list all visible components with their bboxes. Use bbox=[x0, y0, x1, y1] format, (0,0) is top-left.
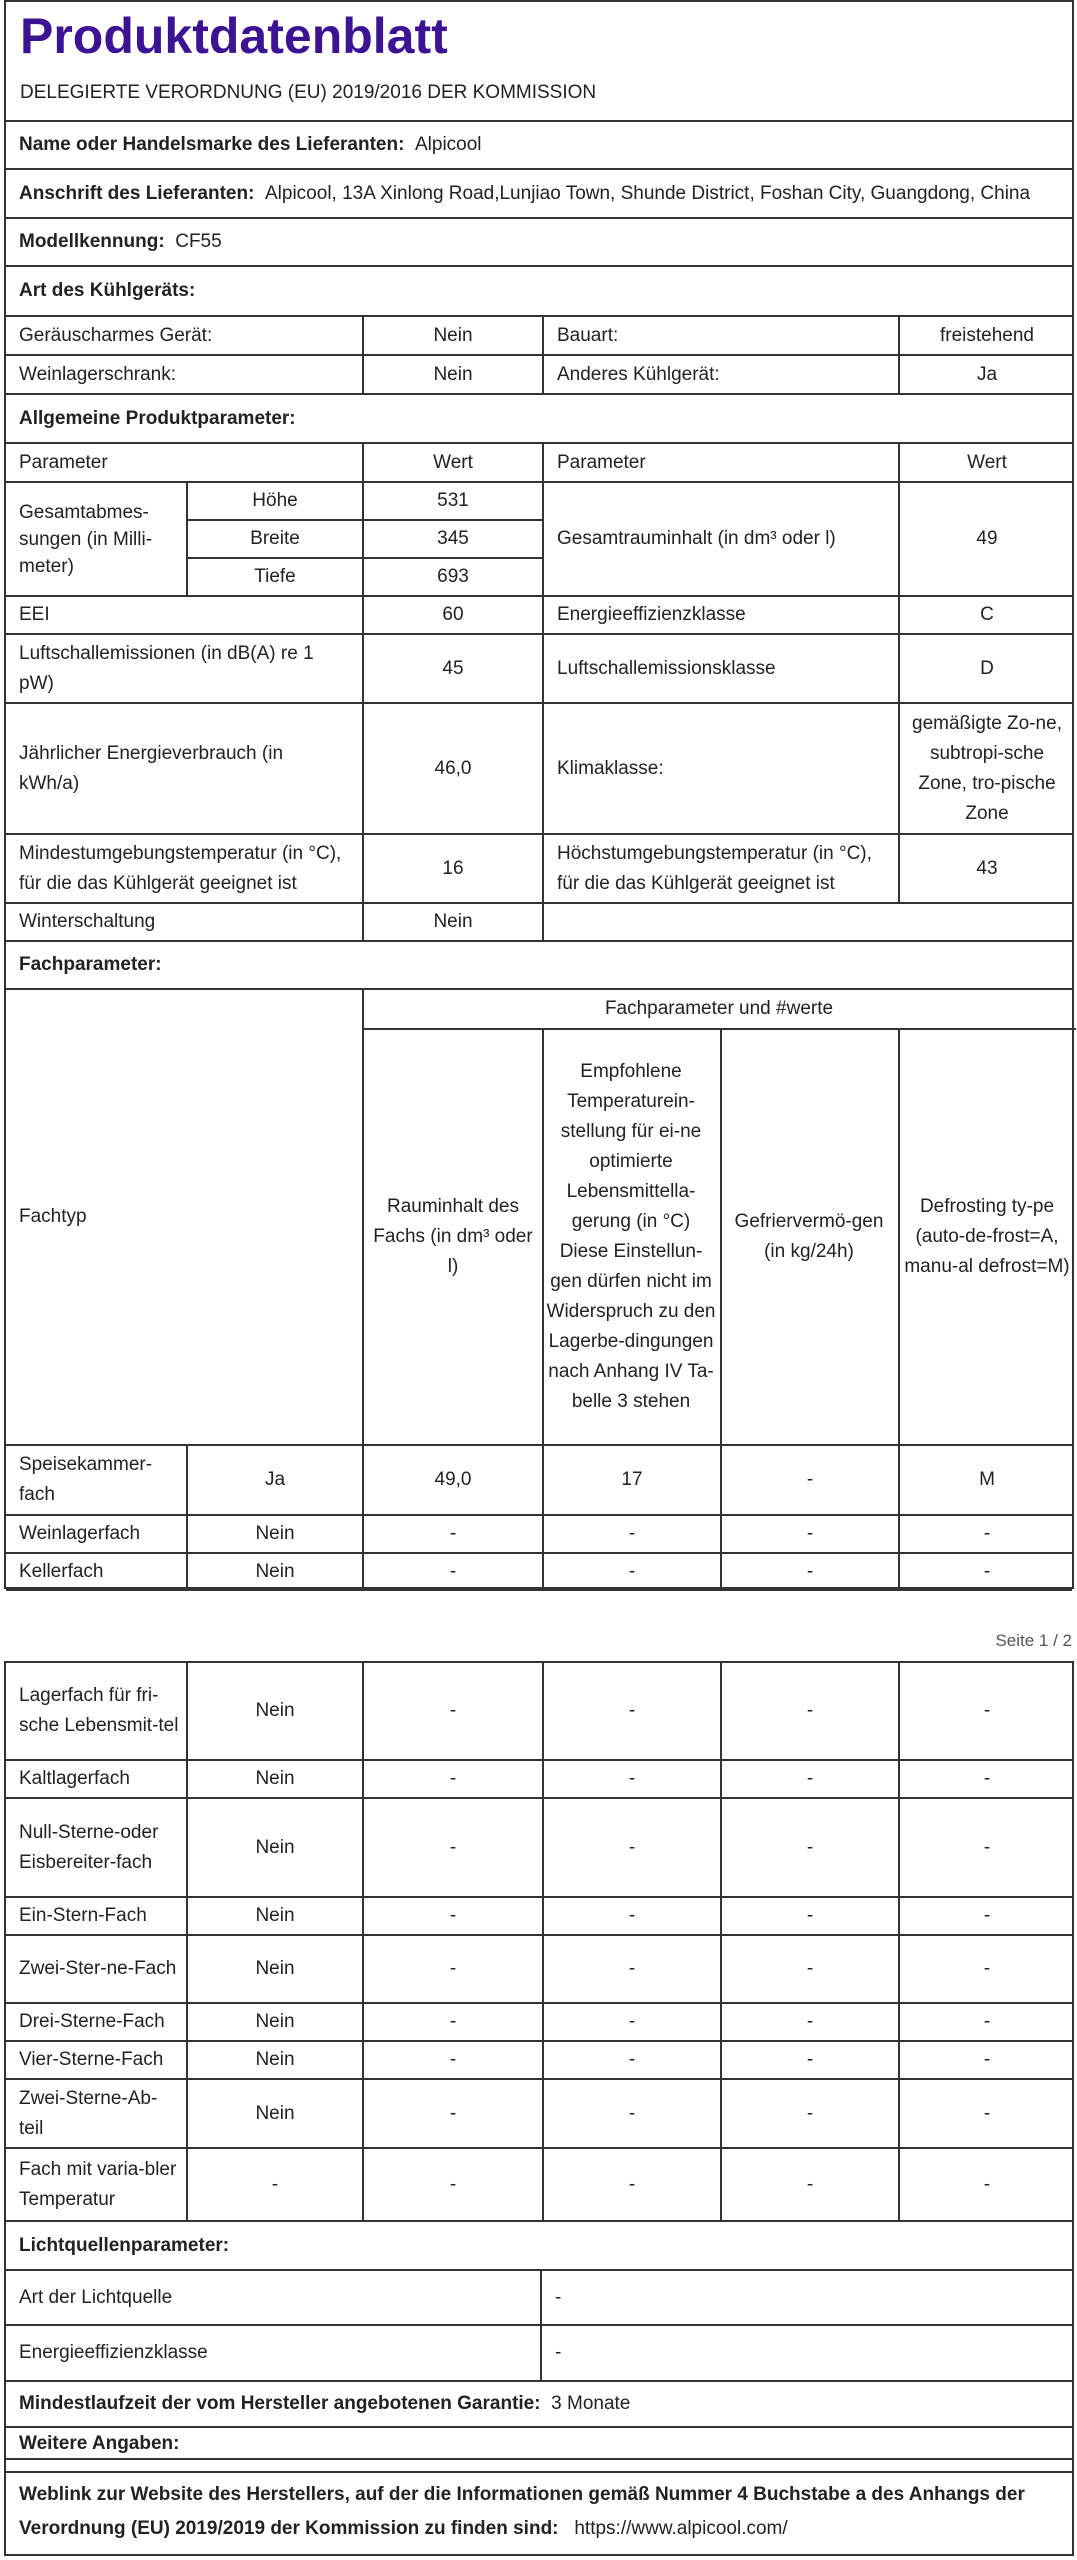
compartment-volume: - bbox=[449, 2011, 457, 2032]
compartment-row bbox=[6, 1799, 1072, 1898]
max-temp-value: 43 bbox=[976, 857, 998, 879]
eei-value: 60 bbox=[442, 604, 464, 625]
compartment-volume: - bbox=[449, 2049, 457, 2070]
noise-value: 45 bbox=[442, 657, 464, 679]
dimensions-label: Gesamtabmes-sungen (in Milli-meter) bbox=[19, 501, 153, 577]
model-label: Modellkennung: bbox=[19, 231, 165, 252]
design-type-value: freistehend bbox=[939, 324, 1034, 346]
compartment-table-header bbox=[6, 990, 1072, 1446]
energy-row bbox=[6, 704, 1072, 835]
compartment-volume: - bbox=[449, 1905, 457, 1926]
compartment-volume: - bbox=[449, 1523, 457, 1544]
warranty-row bbox=[6, 2382, 1072, 2428]
light-source-heading: Lichtquellenparameter: bbox=[19, 2234, 230, 2256]
wine-cabinet-value: Nein bbox=[433, 363, 473, 385]
column-header-volume: Rauminhalt des Fachs (in dm³ oder l) bbox=[373, 1196, 533, 1277]
column-header-freezing-capacity: Gefriervermö-gen (in kg/24h) bbox=[734, 1211, 884, 1262]
volume-value: 49 bbox=[976, 528, 998, 549]
datasheet-page-2 bbox=[4, 1661, 1074, 2460]
energy-value: 46,0 bbox=[434, 757, 472, 779]
compartment-row bbox=[6, 2004, 1072, 2042]
compartment-present: Nein bbox=[255, 1700, 295, 1721]
compartment-row bbox=[6, 1663, 1072, 1761]
max-temp-label: Höchstumgebungstemperatur (in °C), für die das Kühlgerät geeignet ist bbox=[557, 842, 872, 894]
supplier-address-label: Anschrift des Lieferanten: bbox=[19, 182, 255, 204]
column-header-value: Wert bbox=[967, 451, 1007, 473]
light-source-type-label: Art der Lichtquelle bbox=[19, 2286, 173, 2308]
compartment-defrost-type: - bbox=[983, 2102, 991, 2124]
appliance-type-row bbox=[6, 317, 1072, 356]
compartment-row bbox=[6, 1446, 1072, 1516]
supplier-address-value: Alpicool, 13A Xinlong Road,Lunjiao Town, Shunde District, Foshan City, Guangdong, China bbox=[265, 182, 1031, 204]
compartment-temperature: - bbox=[628, 2011, 636, 2032]
compartment-defrost-type: - bbox=[983, 2011, 991, 2032]
efficiency-class-value: C bbox=[980, 604, 994, 625]
model-row bbox=[6, 219, 1072, 267]
compartment-freezing-capacity: - bbox=[806, 2173, 814, 2195]
compartment-name: Lagerfach für fri-sche Lebensmit-tel bbox=[19, 1685, 179, 1736]
compartment-present: Nein bbox=[255, 2102, 295, 2124]
width-label: Breite bbox=[250, 528, 300, 549]
compartment-temperature: - bbox=[628, 1560, 636, 1582]
light-source-heading-row bbox=[6, 2222, 1072, 2271]
volume-label: Gesamtrauminhalt (in dm³ oder l) bbox=[557, 528, 836, 549]
compartment-defrost-type: - bbox=[983, 1905, 991, 1926]
winter-switch-label: Winterschaltung bbox=[19, 911, 156, 932]
compartment-name: Fach mit varia-bler Temperatur bbox=[19, 2158, 177, 2210]
compartment-present: - bbox=[271, 2173, 279, 2195]
compartment-present: Nein bbox=[255, 1560, 295, 1582]
compartment-freezing-capacity: - bbox=[806, 2011, 814, 2032]
compartment-defrost-type: - bbox=[983, 1958, 991, 1979]
compartment-name: Zwei-Sterne-Ab-teil bbox=[19, 2087, 158, 2139]
compartment-temperature: - bbox=[628, 1905, 636, 1926]
height-value: 531 bbox=[437, 490, 469, 511]
column-header-temperature: Empfohlene Temperaturein-stellung für ei-ne optimierte Lebensmittella-gerung (in °C) Diese Einstellun-gen dürfen nicht im Widerspruch zu den Lagerbe-dingungen nach Anhang IV Ta-belle 3 stehen bbox=[546, 1061, 716, 1412]
energy-label: Jährlicher Energieverbrauch (in kWh/a) bbox=[19, 742, 284, 794]
compartment-name: Kellerfach bbox=[19, 1560, 104, 1582]
compartment-defrost-type: - bbox=[983, 1523, 991, 1544]
compartment-type-label: Fachtyp bbox=[19, 1206, 87, 1227]
column-header-defrost-type: Defrosting ty-pe (auto-de-frost=A, manu-al defrost=M) bbox=[904, 1196, 1070, 1277]
appliance-type-heading: Art des Kühlgeräts: bbox=[19, 280, 196, 301]
min-temp-label: Mindestumgebungstemperatur (in °C), für die das Kühlgerät geeignet ist bbox=[19, 842, 342, 894]
wine-cabinet-label: Weinlagerschrank: bbox=[19, 363, 177, 385]
other-appliance-value: Ja bbox=[976, 363, 998, 385]
compartment-freezing-capacity: - bbox=[806, 1905, 814, 1926]
warranty-value: 3 Monate bbox=[551, 2393, 631, 2414]
compartment-present: Ja bbox=[264, 1469, 286, 1490]
noise-class-value: D bbox=[980, 657, 994, 679]
weblink-value[interactable]: https://www.alpicool.com/ bbox=[574, 2518, 788, 2539]
page-number: Seite 1 / 2 bbox=[995, 1631, 1072, 1650]
compartment-params-heading: Fachparameter: bbox=[19, 954, 162, 975]
further-info-heading: Weitere Angaben: bbox=[19, 2433, 180, 2454]
compartment-volume: - bbox=[449, 1700, 457, 1721]
appliance-type-row bbox=[6, 356, 1072, 395]
min-temp-value: 16 bbox=[442, 857, 464, 879]
compartment-volume: 49,0 bbox=[434, 1469, 472, 1490]
supplier-name-row bbox=[6, 122, 1072, 170]
compartment-freezing-capacity: - bbox=[806, 1958, 814, 1979]
compartment-defrost-type: - bbox=[983, 1700, 991, 1721]
compartment-defrost-type: - bbox=[983, 1768, 991, 1789]
supplier-name-label: Name oder Handelsmarke des Lieferanten: bbox=[19, 134, 405, 155]
compartment-freezing-capacity: - bbox=[806, 1768, 814, 1789]
compartment-defrost-type: - bbox=[983, 1836, 991, 1858]
compartment-freezing-capacity: - bbox=[806, 1523, 814, 1544]
noise-class-label: Luftschallemissionsklasse bbox=[557, 657, 776, 679]
compartment-name: Ein-Stern-Fach bbox=[19, 1905, 147, 1926]
other-appliance-label: Anderes Kühlgerät: bbox=[557, 363, 720, 385]
height-label: Höhe bbox=[252, 490, 298, 511]
compartment-present: Nein bbox=[255, 1768, 295, 1789]
dimensions-block bbox=[6, 483, 1072, 597]
compartment-freezing-capacity: - bbox=[806, 1700, 814, 1721]
regulation-subtitle: DELEGIERTE VERORDNUNG (EU) 2019/2016 DER KOMMISSION bbox=[20, 82, 597, 103]
column-header-parameter: Parameter bbox=[19, 451, 108, 473]
compartment-volume: - bbox=[449, 1560, 457, 1582]
compartment-volume: - bbox=[449, 1836, 457, 1858]
compartment-name: Kaltlagerfach bbox=[19, 1768, 130, 1789]
model-value: CF55 bbox=[175, 231, 222, 252]
compartment-row bbox=[6, 2149, 1072, 2222]
compartment-temperature: - bbox=[628, 2049, 636, 2070]
page-title: Produktdatenblatt bbox=[20, 8, 448, 64]
compartment-defrost-type: - bbox=[983, 2049, 991, 2070]
weblink-box bbox=[4, 2460, 1074, 2556]
compartment-temperature: - bbox=[628, 1958, 636, 1979]
noise-row bbox=[6, 635, 1072, 704]
compartment-temperature: 17 bbox=[621, 1469, 643, 1490]
compartment-volume: - bbox=[449, 2173, 457, 2195]
ambient-temperature-row bbox=[6, 835, 1072, 904]
compartment-group-header: Fachparameter und #werte bbox=[604, 998, 834, 1019]
appliance-type-heading-row bbox=[6, 267, 1072, 317]
light-source-class-label: Energieeffizienzklasse bbox=[19, 2342, 208, 2363]
compartment-temperature: - bbox=[628, 1700, 636, 1721]
light-source-class-value: - bbox=[555, 2342, 562, 2363]
width-value: 345 bbox=[437, 528, 469, 549]
winter-switch-value: Nein bbox=[433, 911, 473, 932]
column-header-parameter: Parameter bbox=[557, 451, 646, 473]
compartment-name: Drei-Sterne-Fach bbox=[19, 2011, 165, 2032]
compartment-name: Null-Sterne-oder Eisbereiter-fach bbox=[19, 1821, 159, 1873]
header bbox=[6, 2, 1072, 122]
compartment-name: Zwei-Ster-ne-Fach bbox=[19, 1958, 177, 1979]
compartment-present: Nein bbox=[255, 1905, 295, 1926]
light-source-type-row bbox=[6, 2271, 1072, 2326]
compartment-present: Nein bbox=[255, 2011, 295, 2032]
compartment-temperature: - bbox=[628, 1836, 636, 1858]
depth-label: Tiefe bbox=[254, 566, 296, 587]
compartment-volume: - bbox=[449, 1768, 457, 1789]
compartment-freezing-capacity: - bbox=[806, 2102, 814, 2124]
compartment-temperature: - bbox=[628, 1768, 636, 1789]
compartment-name: Speisekammer-fach bbox=[19, 1454, 153, 1505]
low-noise-value: Nein bbox=[433, 324, 473, 346]
compartment-present: Nein bbox=[255, 1523, 295, 1544]
compartment-present: Nein bbox=[255, 2049, 295, 2070]
column-header-value: Wert bbox=[433, 451, 473, 473]
compartment-name: Vier-Sterne-Fach bbox=[19, 2049, 164, 2070]
compartment-present: Nein bbox=[255, 1958, 295, 1979]
efficiency-class-label: Energieeffizienzklasse bbox=[557, 604, 746, 625]
climate-class-value: gemäßigte Zo-ne, subtropi-sche Zone, tro-pische Zone bbox=[912, 712, 1062, 824]
weblink-label: Weblink zur Website des Herstellers, auf der die Informationen gemäß Nummer 4 Buchstabe a des Anhangs der Verordnung (EU) 2019/2019 der Kommission zu finden sind: bbox=[19, 2484, 1025, 2539]
climate-class-label: Klimaklasse: bbox=[557, 757, 664, 779]
light-source-type-value: - bbox=[555, 2286, 562, 2308]
low-noise-label: Geräuscharmes Gerät: bbox=[19, 324, 213, 346]
compartment-temperature: - bbox=[628, 2173, 636, 2195]
compartment-temperature: - bbox=[628, 2102, 636, 2124]
compartment-name: Weinlagerfach bbox=[19, 1523, 141, 1544]
light-source-class-row bbox=[6, 2326, 1072, 2382]
noise-label: Luftschallemissionen (in dB(A) re 1 pW) bbox=[19, 642, 314, 694]
compartment-freezing-capacity: - bbox=[806, 2049, 814, 2070]
eei-row bbox=[6, 597, 1072, 635]
compartment-row bbox=[6, 2080, 1072, 2149]
depth-value: 693 bbox=[437, 566, 469, 587]
compartment-row bbox=[6, 1554, 1072, 1591]
general-params-heading-row bbox=[6, 395, 1072, 444]
compartment-volume: - bbox=[449, 2102, 457, 2124]
compartment-row bbox=[6, 1761, 1072, 1799]
warranty-label: Mindestlaufzeit der vom Hersteller angebotenen Garantie: bbox=[19, 2393, 541, 2414]
compartment-row bbox=[6, 2042, 1072, 2080]
compartment-freezing-capacity: - bbox=[806, 1469, 814, 1490]
compartment-present: Nein bbox=[255, 1836, 295, 1858]
design-type-label: Bauart: bbox=[557, 324, 619, 346]
compartment-row bbox=[6, 1898, 1072, 1936]
compartment-params-heading-row bbox=[6, 942, 1072, 990]
compartment-freezing-capacity: - bbox=[806, 1560, 814, 1582]
compartment-volume: - bbox=[449, 1958, 457, 1979]
winter-switch-row bbox=[6, 904, 1072, 942]
compartment-defrost-type: M bbox=[979, 1469, 995, 1490]
compartment-defrost-type: - bbox=[983, 2173, 991, 2195]
datasheet-page-1 bbox=[4, 0, 1074, 1589]
compartment-temperature: - bbox=[628, 1523, 636, 1544]
general-params-column-header bbox=[6, 444, 1072, 483]
further-info-heading-row bbox=[6, 2428, 1072, 2460]
supplier-name-value: Alpicool bbox=[414, 134, 482, 155]
compartment-freezing-capacity: - bbox=[806, 1836, 814, 1858]
eei-label: EEI bbox=[19, 604, 50, 625]
supplier-address-row bbox=[6, 170, 1072, 219]
compartment-defrost-type: - bbox=[983, 1560, 991, 1582]
compartment-row bbox=[6, 1516, 1072, 1554]
compartment-row bbox=[6, 1936, 1072, 2004]
general-params-heading: Allgemeine Produktparameter: bbox=[19, 407, 296, 429]
